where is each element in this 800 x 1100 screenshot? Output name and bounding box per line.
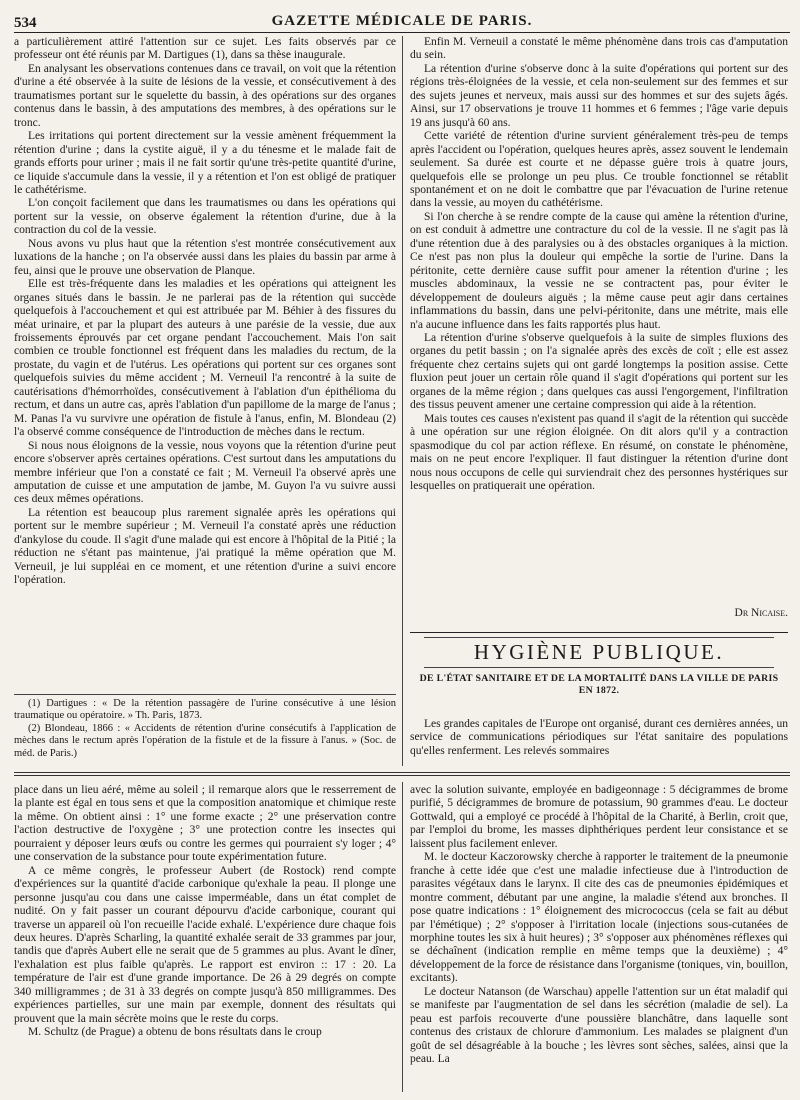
- paragraph: Elle est très-fréquente dans les maladies et les opérations qui atteignent les organes situés dans le bassin. Je ne parlerai pas de la rétention qui succède quelquefois à l'accouchement et qui est attribuée par M. Béhier à des fissures du méat urinaire, et par la plupart des auteurs à une parésie de la vessie, due aux froissements éprouvés par cet organe pendant l'accouchement. Mais l'on sait combien ce trouble fonctionnel est fréquent dans les maladies du rectum, de la prostate, du vagin et de l'utérus. Les opérations qui portent sur ces organes sont quelquefois suivies du même accident ; M. Verneuil l'a rencontré à la suite de cautérisations d'hémorrhoïdes, consécutivement à l'ablation d'un épithélioma du rectum, et dans un autre cas, après l'ablation d'un papillome de la marge de l'anus ; M. Panas l'a vu survivre une opération de fistule à l'anus, enfin, M. Blondeau (2) l'a observé comme conséquence de l'introduction de mèches dans le rectum.: [14, 278, 396, 439]
- footnotes: [14, 698, 396, 760]
- column-divider-top: [402, 36, 403, 766]
- paragraph: La rétention d'urine s'observe donc à la suite d'opérations qui portent sur des régions très-éloignées de la vessie, et cela non-seulement sur des femmes et sur des sujets jeunes et nerveux, mais aussi sur des hommes et sur des sujets âgés. Ainsi, sur 17 observations je trouve 11 hommes et 6 femmes ; l'âge varie depuis 19 ans jusqu'à 60 ans.: [410, 62, 788, 129]
- paragraph: place dans un lieu aéré, même au soleil ; il remarque alors que le resserrement de la plante est égal en tous sens et que la composition anatomique et chimique reste la même. On obtient ainsi : 1° une forme exacte ; 2° une préservation contre l'action destructive de l'oxygène ; 3° une protection contre les insectes qui pourraient y déposer leurs œufs ou contre les germes qui pourraient s'y loger ; 4° une conservation de la substance pour toute expérimentation future.: [14, 784, 396, 864]
- paragraph: A ce même congrès, le professeur Aubert (de Rostock) rend compte d'expériences sur la quantité d'acide carbonique qu'exhale la peau. Il plonge une personne jusqu'au cou dans une caisse imperméable, dans un état complet de nudité. On y fait passer un courant dépourvu d'acide carbonique, courant qui traverse un appareil où l'on recueille l'acide exhalé. L'expérience dure chaque fois deux heures. D'après Scharling, la quantité exhalée serait de 33 grammes par jour, tandis que d'après Aubert elle ne serait que de 5 grammes au plus. Avant le dîner, l'exhalation est plus faible qu'après. Le rapport est environ :: 17 : 20. La température de l'air est d'une grande importance. De 26 à 29 degrés on compte 340 milligrammes ; de 31 à 33 degrés on compte jusqu'à 850 milligrammes. Des expériences partielles, sur une main par exemple, donnent des résultats qui prouvent que la main sécrète moins que le reste du corps.: [14, 864, 396, 1025]
- article-column-top-left: [14, 36, 396, 686]
- paragraph: Le docteur Natanson (de Warschau) appelle l'attention sur un état maladif qui se manifeste par l'augmentation de sel dans les sécrétion (maladie de sel). La peau est parfois recouverte d'une poussière blanchâtre, dans laquelle sont contenus des cristaux de chlorure d'ammonium. Les malades se plaignent d'un goût de sel désagréable à la bouche ; les lèvres sont sèches, salées, ainsi que la peau. La: [410, 985, 788, 1066]
- article-column-bottom-right: [410, 784, 788, 1094]
- paragraph: En analysant les observations contenues dans ce travail, on voit que la rétention d'urine a été observée à la suite de lésions de la vessie, et consécutivement à des traumatismes portant sur le squelette du bassin, à des opérations sur des organes contenus dans le bassin, à des amputations des membres, à des opérations sur le tronc.: [14, 62, 396, 129]
- section-intro: [410, 718, 788, 766]
- paragraph: Les grandes capitales de l'Europe ont organisé, durant ces dernières années, un service de communications périodiques sur l'état sanitaire des populations qu'elles renferment. Les relevés sommaires: [410, 718, 788, 757]
- article-column-top-right: [410, 36, 788, 626]
- paragraph: M. le docteur Kaczorowsky cherche à rapporter le traitement de la pneumonie franche à cette idée que c'est une maladie infectieuse due à l'introduction de parasites végétaux dans le larynx. Il cite des cas de pneumonies épidémiques et montre comment, débutant par une angine, la maladie s'étend aux bronches. Il pose quatre indications : 1° éloignement des micrococcus (cela se fait au début par l'émétique) ; 2° s'opposer à l'irritation locale (injections sous-cutanées de morphine toutes les six à huit heures) ; 3° s'opposer aux phénomènes réflexes qui se déchaînent (indication remplie en même temps que la deuxième) ; 4° développement de la force de résistance dans l'organisme (toniques, vin, bouillon, excitants).: [410, 851, 788, 985]
- article-column-bottom-left: [14, 784, 396, 1094]
- paragraph: avec la solution suivante, employée en badigeonnage : 5 décigrammes de brome purifié, 5 décigrammes de bromure de potassium, 90 grammes d'eau. Le docteur Gottwald, qui a employé ce procédé à l'hôpital de la Charité, à Berlin, croit que, par l'emploi du brome, les masses diphthériques perdent leur consistance et se laissent plus facilement enlever.: [410, 784, 788, 850]
- subtitle-line: EN 1872.: [578, 685, 620, 696]
- paragraph: M. Schultz (de Prague) a obtenu de bons résultats dans le croup: [28, 1026, 322, 1039]
- footnote: (1) Dartigues : « De la rétention passagère de l'urine consécutive à une lésion traumatique ou opératoire. » Th. Paris, 1873.: [14, 698, 396, 722]
- paragraph: Les irritations qui portent directement sur la vessie amènent fréquemment la rétention d'urine ; dans la cystite aiguë, il y a du ténesme et le malade fait de grands efforts pour uriner ; mais il ne fait sortir qu'une très-petite quantité d'urine, ce liquide s'accumule dans la vessie, il y a rétention et l'on est obligé de pratiquer le cathétérisme.: [14, 130, 396, 196]
- paragraph: La rétention d'urine s'observe quelquefois à la suite de simples fluxions des organes du petit bassin ; on l'a signalée après des excès de coït ; elle est assez fréquente chez certains sujets qui ont gardé longtemps la position assise. Cette fluxion peut jouer un certain rôle quand il s'agit d'opérations qui portent sur les organes de la même région ; dans quelques cas aussi l'engorgement, l'infiltration des tissus peuvent amener une certaine compression qui aide à la rétention.: [410, 331, 788, 412]
- footnote-divider: [14, 694, 396, 695]
- running-title: GAZETTE MÉDICALE DE PARIS.: [271, 13, 533, 29]
- footnote: (2) Blondeau, 1866 : « Accidents de rétention d'urine consécutifs à l'application de mèches dans le rectum après l'opération de la fistule et de la fissure à l'anus. » (Soc. de méd. de Paris.): [14, 722, 396, 759]
- paragraph: Cette variété de rétention d'urine survient généralement très-peu de temps après l'accident ou l'opération, quelques heures après, assez souvent le lendemain seulement. Sa durée est courte et ne dépasse guère trois à quatre jours, quelquefois elle se prolonge un peu plus. Ce trouble fonctionnel se rétablit spontanément et on ne doit le combattre que par l'évacuation de l'urine retenue dans la vessie, au moyen du cathétérisme.: [410, 130, 788, 210]
- subtitle-line: DE L'ÉTAT SANITAIRE ET DE LA MORTALITÉ DANS LA VILLE DE PARIS: [419, 673, 779, 684]
- page-number: 534: [14, 15, 37, 31]
- paragraph: Mais toutes ces causes n'existent pas quand il s'agit de la rétention qui succède à une opération sur une région éloignée. On dit alors qu'il y a contraction spasmodique du col par action réflexe. En résumé, on constate le phénomène, mais on ne peut encore l'expliquer. Il faut distinguer la rétention d'urine dont nous nous occupons de celle qui surviendrait chez des personnes hystériques sur lesquelles on pratiquerait une opération.: [410, 412, 788, 492]
- paragraph: La rétention est beaucoup plus rarement signalée après les opérations qui portent sur le membre supérieur ; M. Verneuil l'a constaté après une réduction d'ankylose du coude. Il s'agit d'une malade qui est encore à l'hôpital de la Pitié ; la réduction ne s'étant pas maintenue, j'ai pratiqué la même opération que M. Verneuil, je lui suppléai en ce moment, et une rétention d'urine a suivi encore l'opération.: [14, 506, 396, 587]
- page-header: [14, 8, 790, 33]
- paragraph: Si l'on cherche à se rendre compte de la cause qui amène la rétention d'urine, on est conduit à admettre une contracture du col de la vessie. Il ne s'agit pas là d'une rétention due à des paralysies ou à des obstacles organiques à la miction. Ce n'est pas non plus la douleur qui empêche la sortie de l'urine. Dans la péritonite, cette dernière cause suffit pour amener la rétention d'urine ; les muscles abdominaux, la vessie ne se contractent pas, pour éviter le développement de douleurs aiguës ; la même cause peut agir dans certaines inflammations du bassin, dans une pelvi-péritonite, dans une métrite, mais elle n'a aucune influence dans les faits rapportés plus haut.: [410, 210, 788, 331]
- page-band-divider: [14, 772, 790, 776]
- paragraph: Si nous nous éloignons de la vessie, nous voyons que la rétention d'urine peut encore s'observer après certaines opérations. C'est surtout dans les amputations du membre inférieur que l'on a constaté ce fait ; M. Verneuil l'a observé après une amputation de cuisse et une amputation de jambe, M. Guyon l'a vu suivre aussi ces deux mêmes opérations.: [14, 439, 396, 506]
- paragraph: Enfin M. Verneuil a constaté le même phénomène dans trois cas d'amputation du sein.: [410, 36, 788, 62]
- section-subtitle: [410, 673, 788, 697]
- paragraph: L'on conçoit facilement que dans les traumatismes ou dans les opérations qui portent sur la vessie, on observe également la rétention d'urine, due à la contraction du col de la vessie.: [14, 197, 396, 237]
- column-divider-bottom: [402, 782, 403, 1092]
- paragraph: a particulièrement attiré l'attention sur ce sujet. Les faits observés par ce professeur ont été réunis par M. Dartigues (1), dans sa thèse inaugurale.: [14, 36, 396, 62]
- section-heading-block: [410, 632, 788, 709]
- author-signature: Dr Nicaise.: [734, 607, 788, 619]
- paragraph: Nous avons vu plus haut que la rétention s'est montrée consécutivement aux luxations de la hanche ; on l'a observée aussi dans les plaies du bassin par arme à feu, ainsi que le prouve une observation de Planque.: [14, 237, 396, 277]
- section-title: HYGIÈNE PUBLIQUE.: [424, 637, 774, 668]
